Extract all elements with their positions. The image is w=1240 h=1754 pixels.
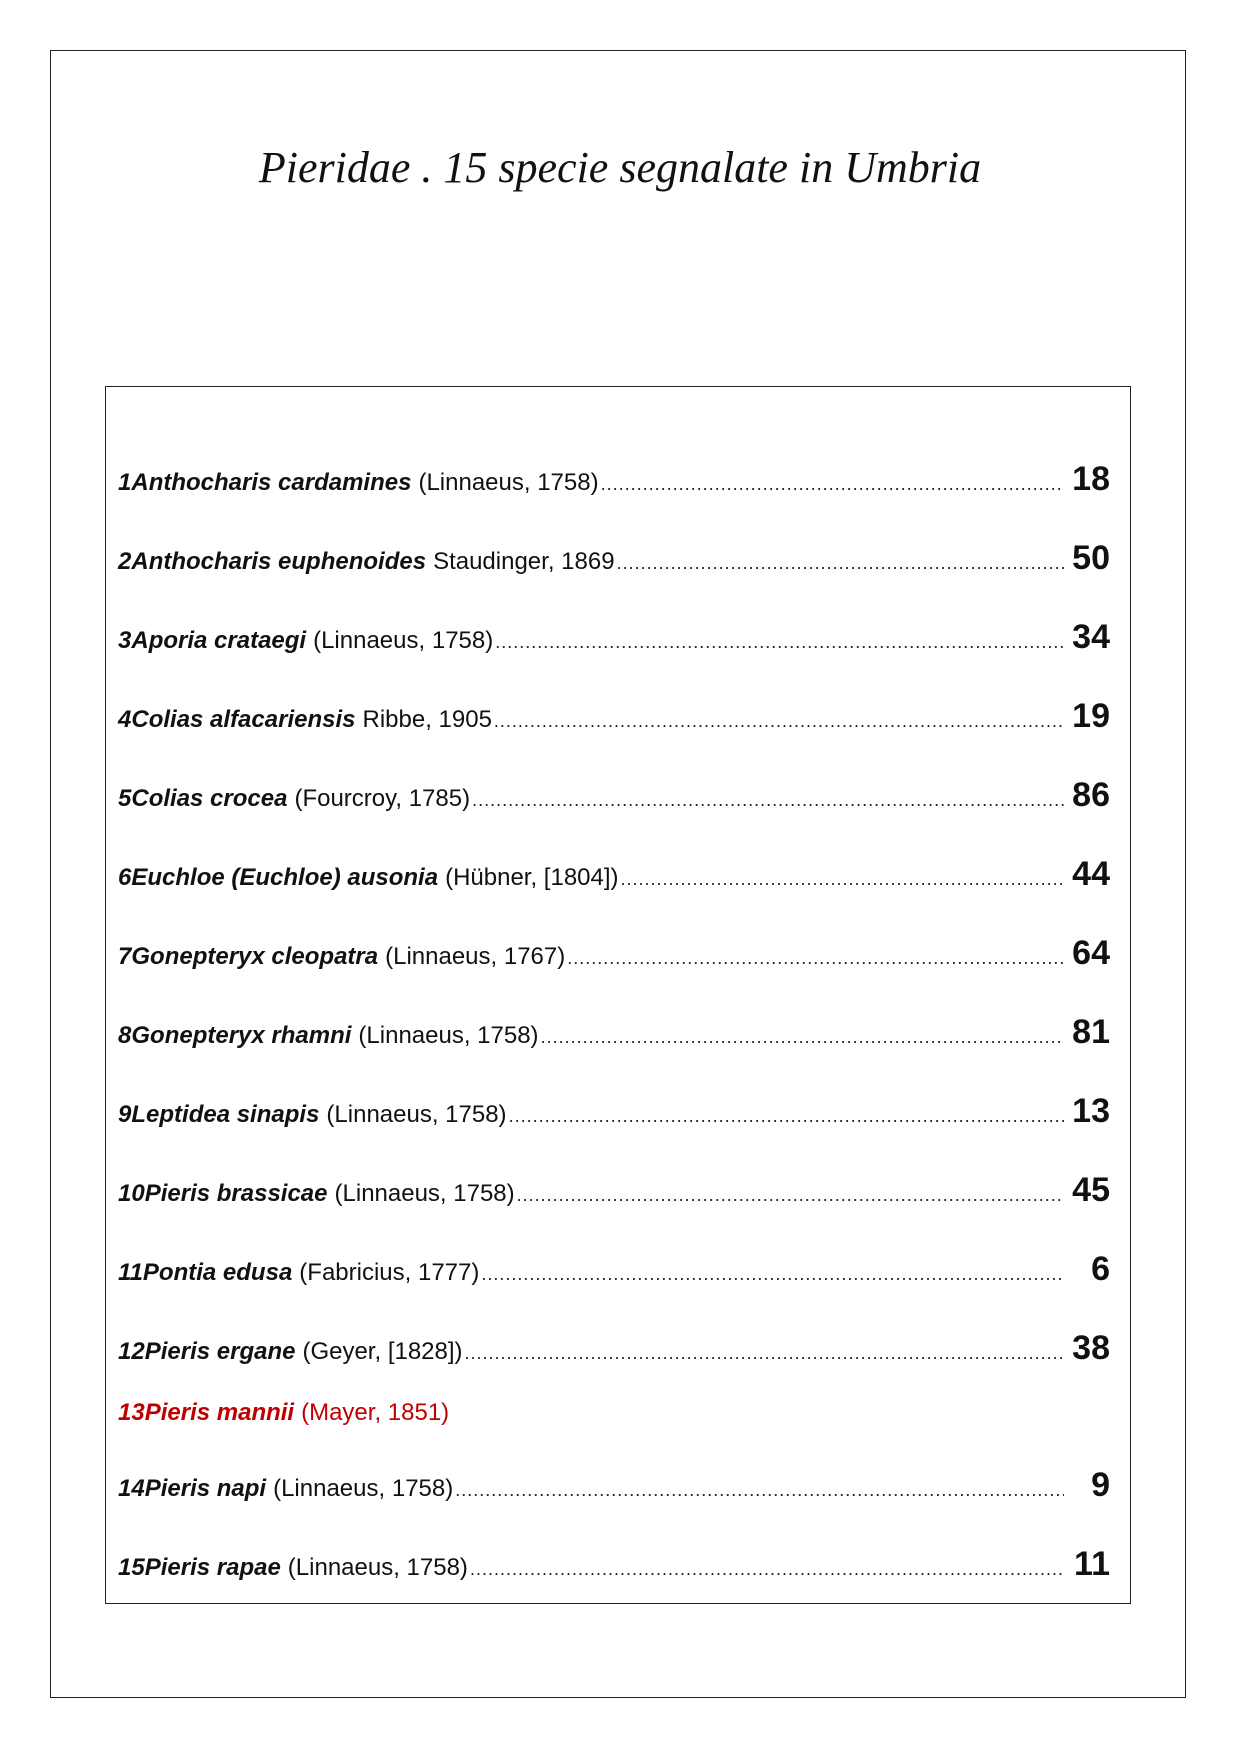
entry-number: 8: [118, 1022, 132, 1049]
author-citation: Staudinger, 1869: [433, 548, 615, 575]
dot-leader: [601, 474, 1064, 495]
author-citation: (Mayer, 1851): [301, 1399, 450, 1426]
author-citation: (Hübner, [1804]): [445, 864, 619, 891]
index-entry[interactable]: [118, 1250, 1110, 1289]
dot-leader: [470, 1559, 1064, 1580]
index-entry[interactable]: [118, 1466, 1110, 1505]
index-entry[interactable]: [118, 855, 1110, 894]
entry-number: 9: [118, 1101, 132, 1128]
page-number: 38: [1072, 1329, 1110, 1367]
page-number: 50: [1072, 539, 1110, 577]
species-name: Pieris rapae: [144, 1554, 281, 1581]
author-citation: (Linnaeus, 1758): [358, 1022, 539, 1049]
species-name: Pieris mannii: [144, 1399, 295, 1426]
page-number: 86: [1072, 776, 1110, 814]
entry-number: 13: [118, 1399, 145, 1426]
author-citation: (Linnaeus, 1767): [385, 943, 566, 970]
entry-number: 11: [118, 1259, 143, 1286]
dot-leader: [495, 632, 1064, 653]
page-number: 13: [1072, 1092, 1110, 1130]
dot-leader: [541, 1027, 1064, 1048]
author-citation: (Linnaeus, 1758): [326, 1101, 507, 1128]
page-number: 9: [1091, 1466, 1110, 1504]
index-entry[interactable]: [118, 1545, 1110, 1584]
species-name: Colias crocea: [131, 785, 288, 812]
entry-number: 7: [118, 943, 132, 970]
index-entry[interactable]: [118, 1329, 1110, 1368]
dot-leader: [617, 553, 1064, 574]
species-name: Pieris ergane: [144, 1338, 296, 1365]
entry-number: 6: [118, 864, 132, 891]
dot-leader: [481, 1264, 1064, 1285]
page-number: 18: [1072, 460, 1110, 498]
page-number: 64: [1072, 934, 1110, 972]
species-name: Pieris brassicae: [144, 1180, 328, 1207]
entry-number: 3: [118, 627, 132, 654]
index-entry[interactable]: [118, 1171, 1110, 1210]
page-number: 11: [1074, 1545, 1110, 1583]
entry-number: 1: [118, 469, 132, 496]
page-number: 44: [1072, 855, 1110, 893]
index-entry[interactable]: [118, 1092, 1110, 1131]
index-entry-highlighted[interactable]: [118, 1399, 1110, 1427]
species-name: Colias alfacariensis: [131, 706, 356, 733]
dot-leader: [494, 711, 1064, 732]
species-name: Aporia crataegi: [131, 627, 307, 654]
entry-number: 4: [118, 706, 132, 733]
entry-number: 2: [118, 548, 132, 575]
index-entry[interactable]: [118, 776, 1110, 815]
species-name: Gonepteryx rhamni: [131, 1022, 352, 1049]
species-name: Pontia edusa: [142, 1259, 293, 1286]
page-number: 6: [1091, 1250, 1110, 1288]
index-entry[interactable]: [118, 618, 1110, 657]
species-name: Leptidea sinapis: [131, 1101, 320, 1128]
species-name: Gonepteryx cleopatra: [131, 943, 379, 970]
index-entry[interactable]: [118, 934, 1110, 973]
page-title: Pieridae . 15 specie segnalate in Umbria: [258, 143, 982, 192]
dot-leader: [455, 1480, 1064, 1501]
author-citation: (Linnaeus, 1758): [287, 1554, 468, 1581]
page-number: 19: [1072, 697, 1110, 735]
index-entry[interactable]: [118, 539, 1110, 578]
entry-number: 14: [118, 1475, 145, 1502]
index-entry[interactable]: [118, 697, 1110, 736]
author-citation: Ribbe, 1905: [362, 706, 492, 733]
page-number: 45: [1072, 1171, 1110, 1209]
dot-leader: [567, 948, 1064, 969]
species-name: Euchloe (Euchloe) ausonia: [131, 864, 439, 891]
index-entry[interactable]: [118, 460, 1110, 499]
dot-leader: [517, 1185, 1064, 1206]
dot-leader: [472, 790, 1064, 811]
species-name: Anthocharis cardamines: [131, 469, 412, 496]
entry-number: 12: [118, 1338, 145, 1365]
page-number: 81: [1072, 1013, 1110, 1051]
species-name: Pieris napi: [144, 1475, 267, 1502]
author-citation: (Fabricius, 1777): [299, 1259, 480, 1286]
species-name: Anthocharis euphenoides: [131, 548, 427, 575]
author-citation: (Linnaeus, 1758): [273, 1475, 454, 1502]
dot-leader: [509, 1106, 1064, 1127]
author-citation: (Geyer, [1828]): [302, 1338, 463, 1365]
author-citation: (Linnaeus, 1758): [313, 627, 494, 654]
entry-number: 5: [118, 785, 132, 812]
author-citation: (Linnaeus, 1758): [334, 1180, 515, 1207]
page-number: 34: [1072, 618, 1110, 656]
dot-leader: [465, 1343, 1064, 1364]
index-entry[interactable]: [118, 1013, 1110, 1052]
dot-leader: [621, 869, 1064, 890]
entry-number: 15: [118, 1554, 145, 1581]
author-citation: (Fourcroy, 1785): [294, 785, 471, 812]
author-citation: (Linnaeus, 1758): [418, 469, 599, 496]
entry-number: 10: [118, 1180, 145, 1207]
